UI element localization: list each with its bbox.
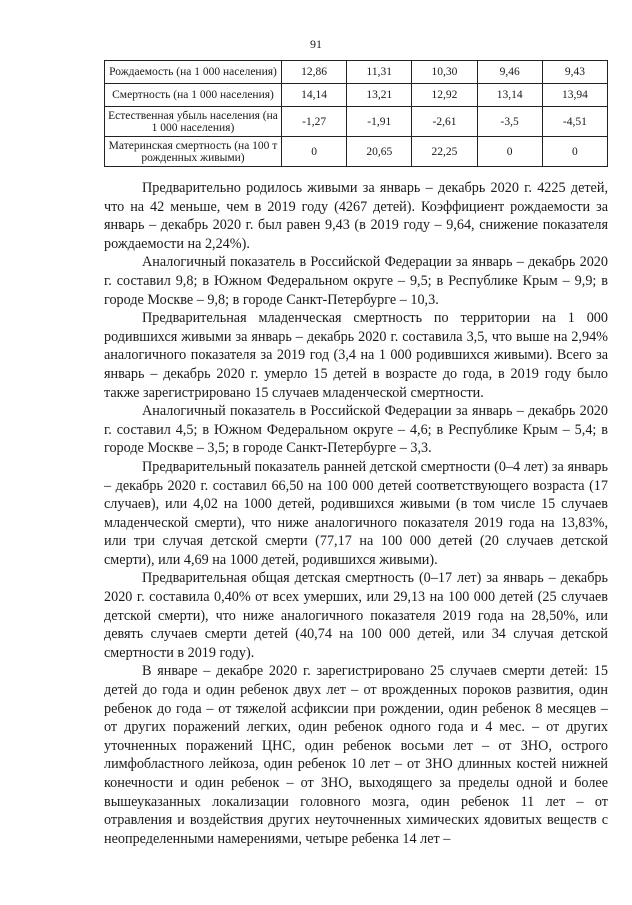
table-row <box>105 61 608 84</box>
row-label: Материнская смертность (на 100 т рожденных живыми) <box>105 137 282 167</box>
paragraph: Предварительная общая детская смертность (0–17 лет) за январь – декабрь 2020 г. составила 0,40% от всех умерших, или 29,13 на 100 000 детей (25 случаев детской смерти), что ниже аналогичного показателя 2019 года на 28,50%, или девять случаев смерти детей (40,74 на 100 000 детей, или 34 случая детской смертности в 2019 году). <box>104 570 608 661</box>
body-text <box>104 179 608 848</box>
paragraph: Предварительный показатель ранней детской смертности (0–4 лет) за январь – декабрь 2020 г. составил 66,50 на 100 000 детей соответствующего возраста (17 случаев), или 4,02 на 1000 детей, родившихся живыми (в том числе 15 случаев младенческой смерти), что ниже аналогичного показателя 2019 года на 13,83%, или три случая детской смерти (77,17 на 100 000 детей (20 случаев детской смерти), или 4,69 на 1000 детей, родившихся живыми). <box>104 458 608 568</box>
table-cell: 13,94 <box>542 84 607 107</box>
table-cell: 13,21 <box>347 84 412 107</box>
paragraph: Предварительно родилось живыми за январь – декабрь 2020 г. 4225 детей, что на 42 меньше, чем в 2019 году (4267 детей). Коэффициент рождаемости за январь – декабрь 2020 г. был равен 9,43 (в 2019 году – 9,64, снижение показателя рождаемости на 2,24%). <box>104 180 608 252</box>
table-cell: -4,51 <box>542 107 607 137</box>
paragraph: Предварительная младенческая смертность по территории на 1 000 родившихся живыми за январь – декабрь 2020 г. составила 3,5, что выше на 2,94% аналогичного показателя за 2019 год (3,4 на 1 000 родившихся живыми). Всего за январь – декабрь 2020 г. умерло 15 детей в возрасте до года, в 2019 году было также зарегистрировано 15 случаев младенческой смертности. <box>104 310 608 401</box>
row-label: Смертность (на 1 000 населения) <box>105 84 282 107</box>
table-cell: 10,30 <box>412 61 477 84</box>
table-cell: -1,91 <box>347 107 412 137</box>
table-cell: -1,27 <box>282 107 347 137</box>
table-cell: 22,25 <box>412 137 477 167</box>
demographics-table <box>104 60 608 167</box>
table-cell: 9,46 <box>477 61 542 84</box>
page-number: 91 <box>310 37 322 51</box>
table-cell: 0 <box>542 137 607 167</box>
table-row <box>105 84 608 107</box>
paragraph: Аналогичный показатель в Российской Федерации за январь – декабрь 2020 г. составил 4,5; в Южном Федеральном округе – 4,6; в Республике Крым – 5,4; в городе Москве – 3,5; в городе Санкт-Петербурге – 3,3. <box>104 403 608 457</box>
table-cell: 14,14 <box>282 84 347 107</box>
table-cell: 12,86 <box>282 61 347 84</box>
table-cell: 0 <box>282 137 347 167</box>
paragraph: В январе – декабре 2020 г. зарегистрировано 25 случаев смерти детей: 15 детей до года и один ребенок двух лет – от врожденных пороков развития, один ребенок до года – от тяжелой асфиксии при рождении, один ребенок 8 месяцев – от других поражений легких, один ребенок одного года и 4 мес. – от других уточненных поражений ЦНС, один ребенок восьми лет – от ЗНО, острого лимфобластного лейкоза, один ребенок 10 лет – от ЗНО длинных костей нижней конечности и один ребенок – от ЗНО, выходящего за пределы одной и более вышеуказанных локализации головного мозга, один ребенок 11 лет – от отравления и воздействия других неуточненных химических ядовитых веществ с неопределенными намерениями, четыре ребенка 14 лет – <box>104 663 608 847</box>
row-label: Рождаемость (на 1 000 населения) <box>105 61 282 84</box>
table-cell: 12,92 <box>412 84 477 107</box>
paragraph: Аналогичный показатель в Российской Федерации за январь – декабрь 2020 г. составил 9,8; в Южном Федеральном округе – 9,5; в Республике Крым – 9,9; в городе Москве – 9,8; в городе Санкт-Петербурге – 10,3. <box>104 254 608 308</box>
table-row <box>105 107 608 137</box>
table-cell: 0 <box>477 137 542 167</box>
table-row <box>105 137 608 167</box>
row-label: Естественная убыль населения (на 1 000 населения) <box>105 107 282 137</box>
table-cell: -2,61 <box>412 107 477 137</box>
table-cell: 13,14 <box>477 84 542 107</box>
table-cell: -3,5 <box>477 107 542 137</box>
table-cell: 11,31 <box>347 61 412 84</box>
table-cell: 20,65 <box>347 137 412 167</box>
table-cell: 9,43 <box>542 61 607 84</box>
